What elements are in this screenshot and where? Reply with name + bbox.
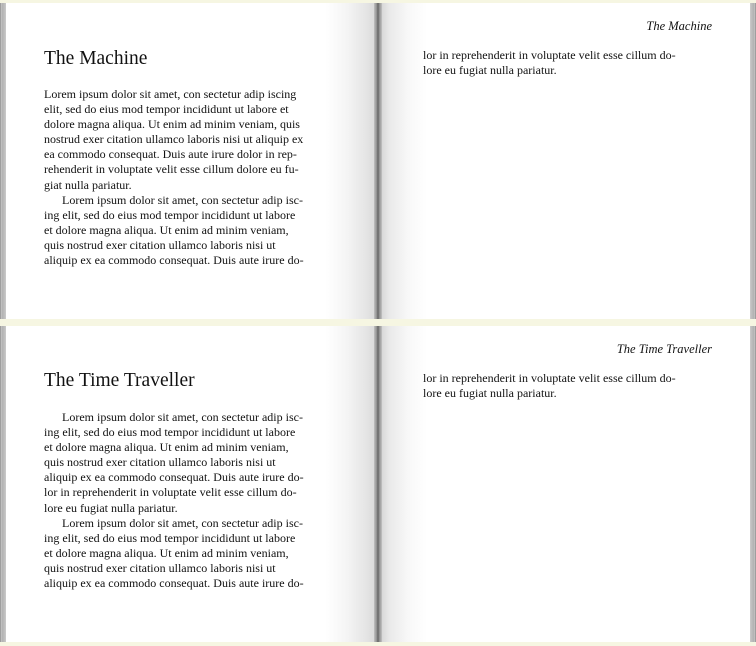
book-spread bbox=[0, 3, 756, 319]
text-line: aliquip ex ea commodo consequat. Duis aute irure do- bbox=[44, 253, 304, 268]
text-line: aliquip ex ea commodo consequat. Duis aute irure do- bbox=[44, 470, 304, 485]
running-head: The Machine bbox=[646, 19, 712, 33]
text-line: et dolore magna aliqua. Ut enim ad minim veniam, bbox=[44, 222, 289, 237]
text-line: rehenderit in voluptate velit esse cillum dolore eu fu- bbox=[44, 162, 299, 177]
book-spine bbox=[374, 326, 382, 642]
text-line: Lorem ipsum dolor sit amet, con sectetur adip isc- bbox=[62, 192, 303, 207]
text-line: lor in reprehenderit in voluptate velit esse cillum do- bbox=[44, 485, 297, 500]
text-line: lore eu fugiat nulla pariatur. bbox=[423, 386, 557, 401]
text-line: Lorem ipsum dolor sit amet, con sectetur adip iscing bbox=[44, 87, 297, 101]
page-body-text bbox=[423, 371, 711, 401]
chapter-title: The Time Traveller bbox=[44, 370, 195, 391]
text-line: quis nostrud exer citation ullamco laboris nisi ut bbox=[44, 560, 276, 575]
page-body-text bbox=[44, 410, 332, 591]
book-spread bbox=[0, 326, 756, 642]
right-page[interactable] bbox=[378, 3, 756, 319]
text-line: lore eu fugiat nulla pariatur. bbox=[423, 63, 557, 78]
text-line: aliquip ex ea commodo consequat. Duis aute irure do- bbox=[44, 576, 304, 591]
text-line: ing elit, sed do eius mod tempor incididunt ut labore bbox=[44, 425, 296, 440]
page-edge bbox=[750, 326, 756, 642]
page-edge bbox=[750, 3, 756, 319]
text-line: et dolore magna aliqua. Ut enim ad minim veniam, bbox=[44, 440, 289, 455]
text-line: ing elit, sed do eius mod tempor incididunt ut labore bbox=[44, 530, 296, 545]
right-page[interactable] bbox=[378, 326, 756, 642]
left-page[interactable] bbox=[0, 3, 378, 319]
text-line: dolore magna aliqua. Ut enim ad minim veniam, quis bbox=[44, 117, 300, 132]
text-line: quis nostrud exer citation ullamco laboris nisi ut bbox=[44, 455, 276, 470]
text-line: giat nulla pariatur. bbox=[44, 177, 132, 192]
text-line: lor in reprehenderit in voluptate velit esse cillum do- bbox=[423, 48, 676, 62]
running-head: The Time Traveller bbox=[616, 342, 712, 356]
book-spine bbox=[374, 3, 382, 319]
text-line: nostrud exer citation ullamco laboris nisi ut aliquip ex bbox=[44, 132, 304, 147]
page-body-text bbox=[44, 87, 332, 268]
text-line: et dolore magna aliqua. Ut enim ad minim veniam, bbox=[44, 545, 289, 560]
text-line: ea commodo consequat. Duis aute irure dolor in rep- bbox=[44, 147, 297, 162]
page-edge bbox=[0, 3, 6, 319]
chapter-title: The Machine bbox=[44, 48, 148, 69]
text-line: elit, sed do eius mod tempor incididunt ut labore et bbox=[44, 102, 289, 117]
left-page[interactable] bbox=[0, 326, 378, 642]
page-edge bbox=[0, 326, 6, 642]
text-line: Lorem ipsum dolor sit amet, con sectetur adip isc- bbox=[62, 410, 303, 424]
text-line: quis nostrud exer citation ullamco laboris nisi ut bbox=[44, 237, 276, 252]
text-line: lore eu fugiat nulla pariatur. bbox=[44, 500, 178, 515]
text-line: Lorem ipsum dolor sit amet, con sectetur adip isc- bbox=[62, 515, 303, 530]
text-line: ing elit, sed do eius mod tempor incididunt ut labore bbox=[44, 207, 296, 222]
page-body-text bbox=[423, 48, 711, 78]
text-line: lor in reprehenderit in voluptate velit esse cillum do- bbox=[423, 371, 676, 385]
